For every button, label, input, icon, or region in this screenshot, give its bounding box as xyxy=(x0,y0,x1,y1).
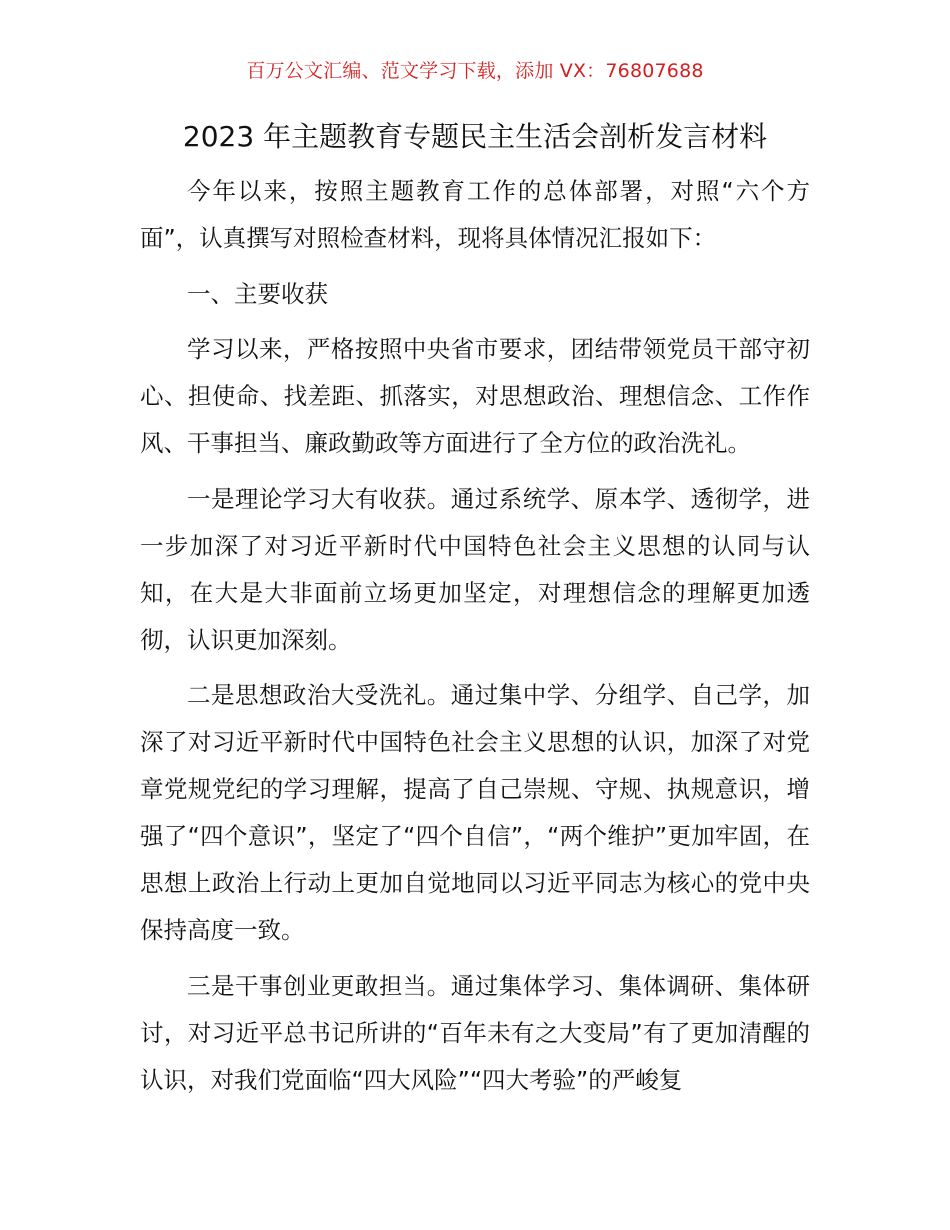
paragraph-responsibility: 三是干事创业更敢担当。通过集体学习、集体调研、集体研讨，对习近平总书记所讲的“百年未有之大变局”有了更加清醒的认识，对我们党面临“四大风险”“四大考验”的严峻复 xyxy=(140,971,810,1094)
paragraph-theory-study: 一是理论学习大有收获。通过系统学、原本学、透彻学，进一步加深了对习近平新时代中国特色社会主义思想的认同与认知，在大是大非面前立场更加坚定，对理想信念的理解更加透彻，认识更加深刻。 xyxy=(140,484,810,654)
section-heading-main-gains: 一、主要收获 xyxy=(187,279,328,308)
document-title: 2023 年主题教育专题民主生活会剖析发言材料 xyxy=(182,120,768,153)
document-body xyxy=(140,168,810,1112)
paragraph-political-thought: 二是思想政治大受洗礼。通过集中学、分组学、自己学，加深了对习近平新时代中国特色社会主义思想的认识，加深了对党章党规党纪的学习理解，提高了自己崇规、守规、执规意识，增强了“四个意识”，坚定了“四个自信”，“两个维护”更加牢固，在思想上政治上行动上更加自觉地同以习近平同志为核心的党中央保持高度一致。 xyxy=(140,681,810,944)
watermark-header: 百万公文汇编、范文学习下载，添加 VX：76807688 xyxy=(246,60,704,82)
paragraph-overview: 学习以来，严格按照中央省市要求，团结带领党员干部守初心、担使命、找差距、抓落实，对思想政治、理想信念、工作作风、干事担当、廉政勤政等方面进行了全方位的政治洗礼。 xyxy=(140,335,810,457)
paragraph-intro: 今年以来，按照主题教育工作的总体部署，对照“六个方面”，认真撰写对照检查材料，现将具体情况汇报如下： xyxy=(140,177,810,252)
